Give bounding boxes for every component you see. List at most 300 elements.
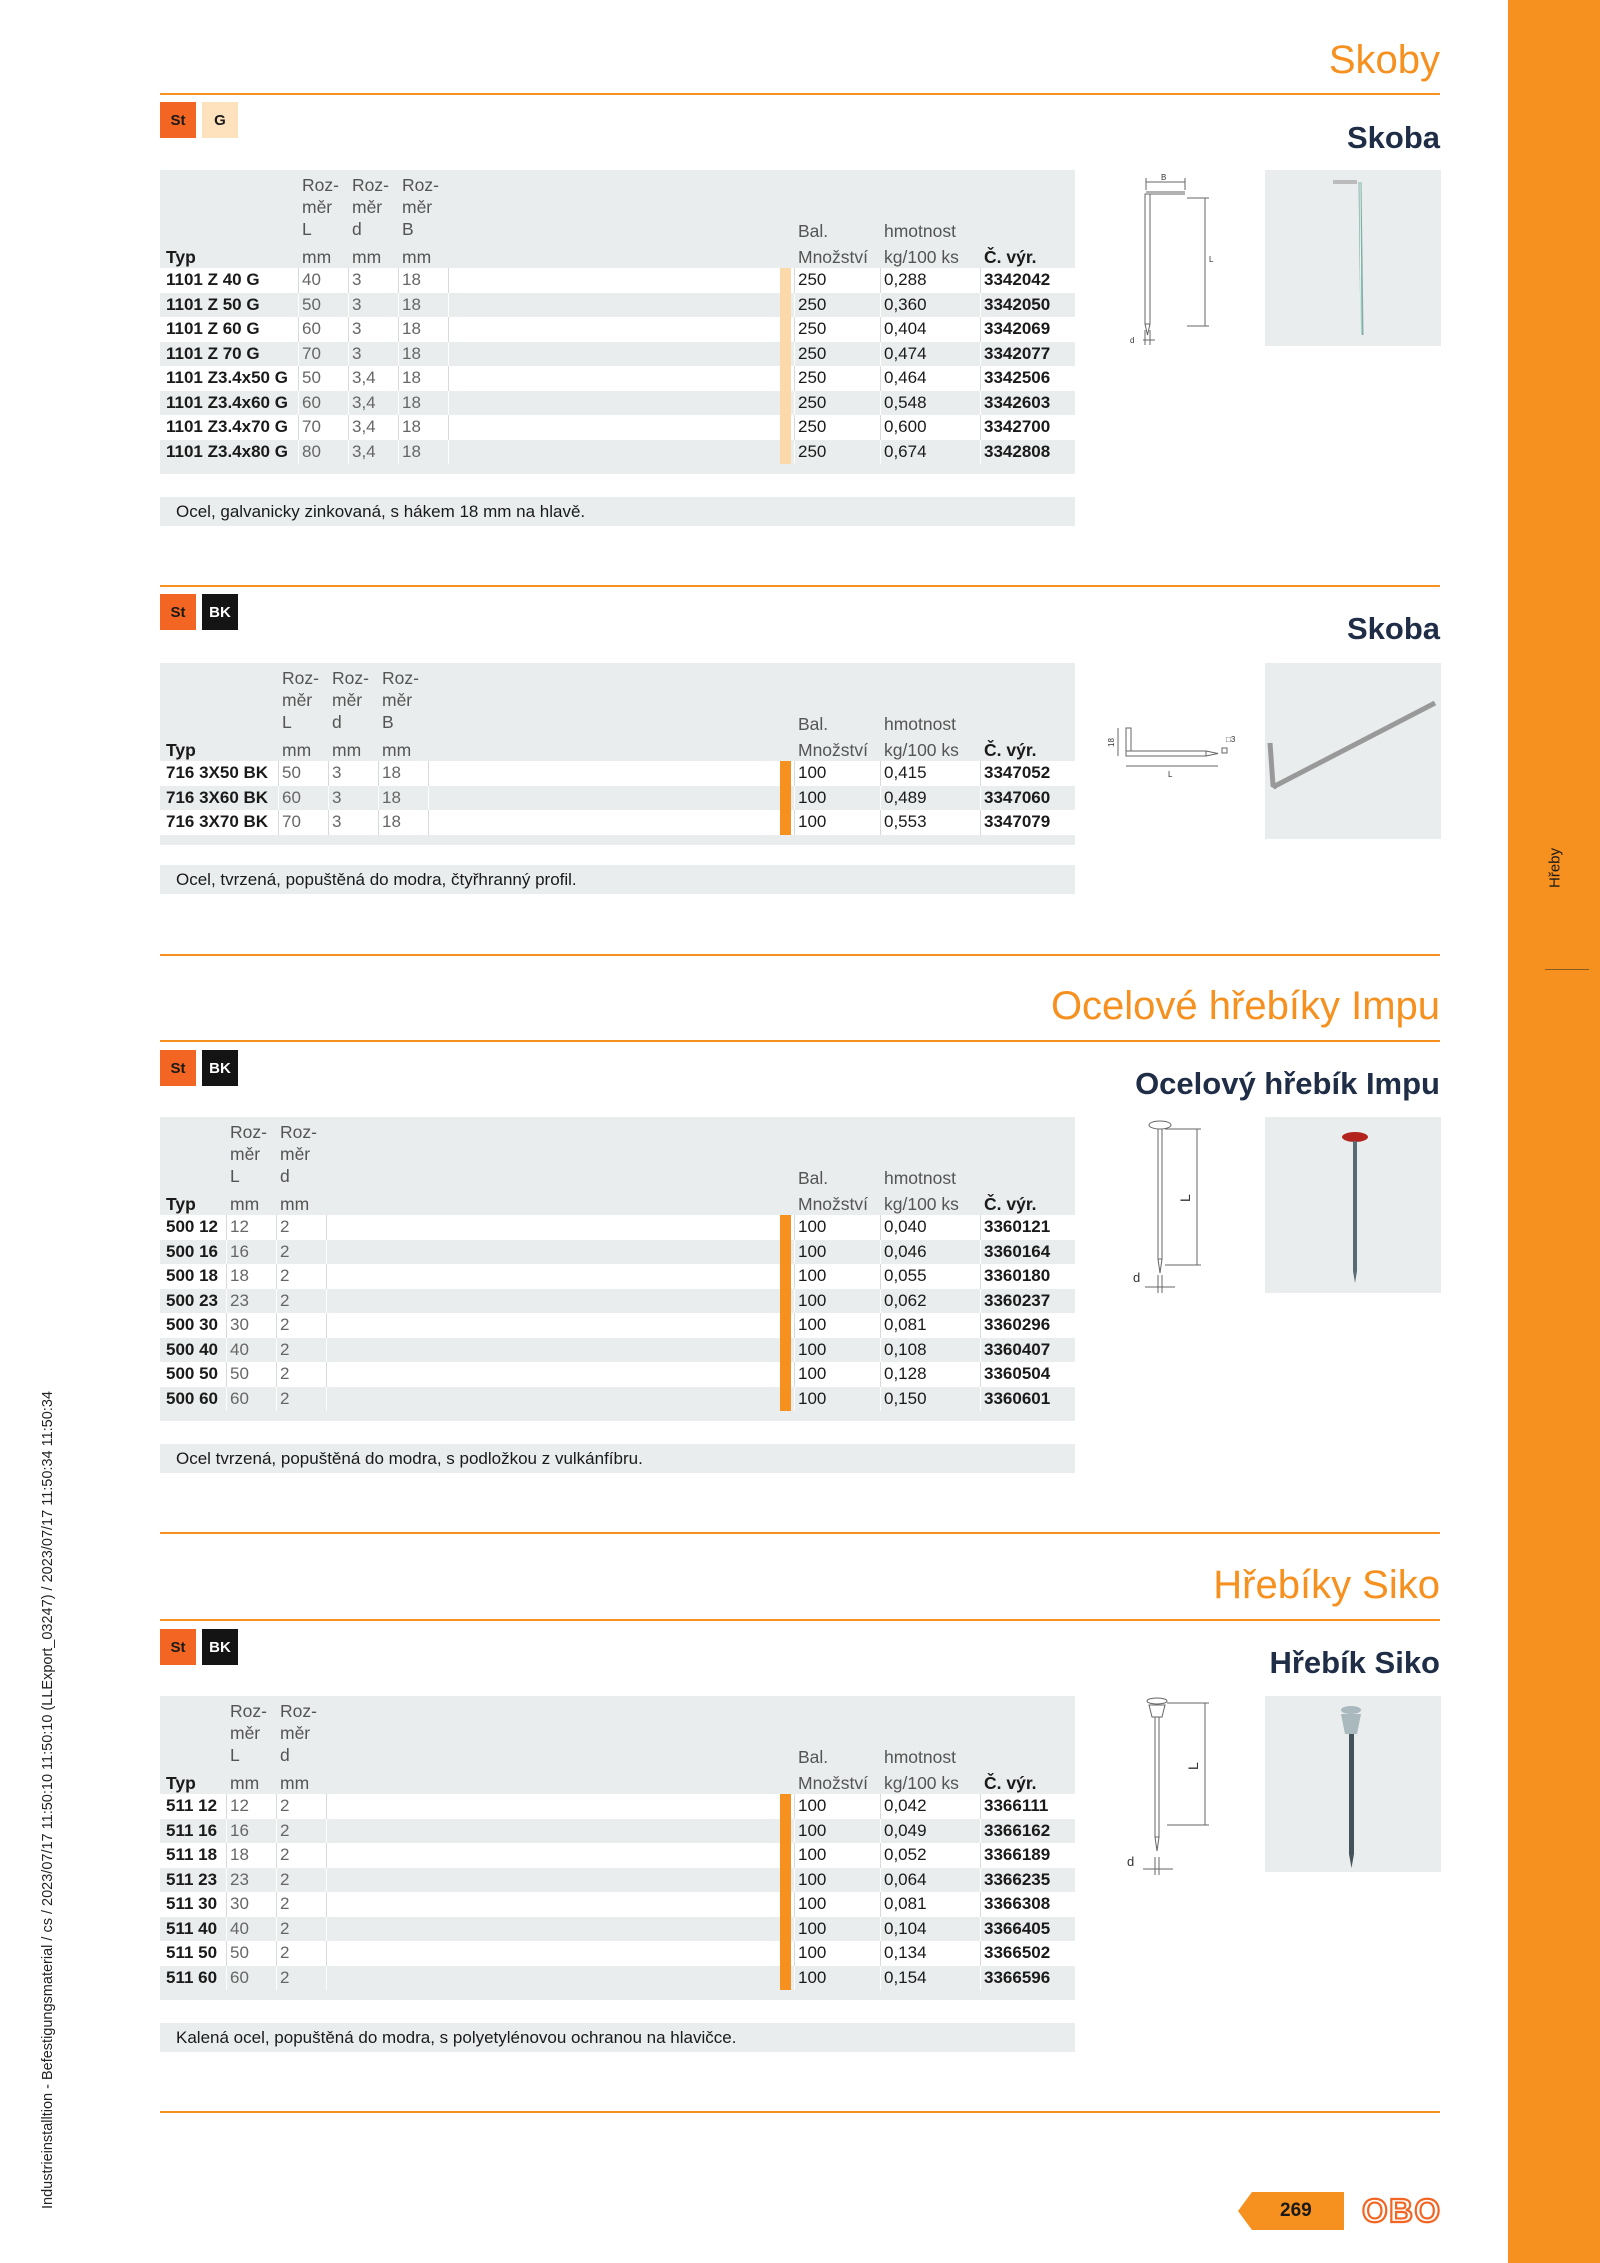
product-title: Skoba (1346, 611, 1440, 646)
dimension-cell-l: 23 (230, 1290, 249, 1310)
column-divider (348, 293, 349, 318)
column-divider (980, 1794, 981, 1819)
dimension-cell-d: 2 (280, 1241, 290, 1261)
bal-mnozstvi-cell: 250 (798, 417, 827, 436)
column-divider (880, 1917, 881, 1942)
table-row (160, 1941, 1075, 1966)
hmotnost-cell: 0,674 (884, 441, 927, 461)
column-divider (226, 1917, 227, 1942)
column-divider (398, 415, 399, 440)
header-rozmer: Roz- (302, 175, 339, 195)
article-number-cell: 3347060 (984, 787, 1051, 807)
column-divider (348, 342, 349, 367)
header-kg: kg/100 ks (884, 247, 959, 267)
column-divider (278, 786, 279, 811)
dimension-cell-d: 2 (280, 1315, 290, 1334)
table-row (160, 1966, 1075, 1991)
header-mer: měr (302, 197, 333, 217)
dimension-label-l: L (1177, 1194, 1193, 1202)
article-number-cell: 3347079 (984, 812, 1051, 831)
bal-mnozstvi-cell: 250 (798, 294, 827, 314)
article-number-cell: 3360407 (984, 1339, 1051, 1359)
table-row (160, 317, 1075, 342)
hmotnost-cell: 0,108 (884, 1339, 927, 1359)
column-divider (880, 1843, 881, 1868)
header-dim-l: L (230, 1745, 240, 1765)
rule (160, 2111, 1440, 2113)
hmotnost-cell: 0,548 (884, 392, 927, 412)
bal-mnozstvi-cell: 100 (798, 763, 827, 782)
header-rozmer: Roz- (230, 1701, 267, 1721)
column-divider (326, 1892, 327, 1917)
dimension-cell-l: 18 (230, 1266, 249, 1285)
column-divider (276, 1941, 277, 1966)
dimension-cell-l: 30 (230, 1315, 249, 1334)
column-divider (980, 1819, 981, 1844)
column-divider (794, 1362, 795, 1387)
column-divider (276, 1843, 277, 1868)
column-divider (794, 1917, 795, 1942)
type-cell: 716 3X60 BK (166, 787, 269, 807)
column-divider (226, 1338, 227, 1363)
article-number-cell: 3360121 (984, 1217, 1051, 1236)
dimension-cell-l: 70 (302, 343, 321, 363)
header-mnozstvi: Množství (798, 740, 869, 760)
column-divider (880, 1868, 881, 1893)
article-number-cell: 3360296 (984, 1315, 1051, 1334)
column-divider (448, 366, 449, 391)
bal-mnozstvi-cell: 100 (798, 1869, 827, 1889)
article-number-cell: 3366235 (984, 1869, 1051, 1889)
rule (160, 1040, 1440, 1042)
column-divider (326, 1794, 327, 1819)
bal-mnozstvi-cell: 100 (798, 1918, 827, 1938)
dimension-cell-b: 18 (402, 343, 421, 363)
column-divider (276, 1966, 277, 1991)
type-cell: 1101 Z3.4x50 G (166, 368, 288, 387)
hmotnost-cell: 0,049 (884, 1820, 927, 1840)
header-typ: Typ (166, 740, 196, 760)
finish-badge-bk: BK (202, 1629, 238, 1665)
finish-stripe (780, 366, 791, 391)
column-divider (326, 1264, 327, 1289)
column-divider (326, 1362, 327, 1387)
column-divider (880, 391, 881, 416)
dimension-cell-l: 50 (230, 1943, 249, 1962)
bal-mnozstvi-cell: 100 (798, 1820, 827, 1840)
column-divider (980, 1868, 981, 1893)
column-divider (880, 415, 881, 440)
type-cell: 716 3X70 BK (166, 812, 269, 831)
side-bar-label: Hřeby (1546, 847, 1564, 889)
type-cell: 500 40 (166, 1339, 218, 1359)
column-divider (794, 366, 795, 391)
dimension-cell-d: 3 (332, 787, 342, 807)
hmotnost-cell: 0,128 (884, 1364, 927, 1383)
finish-stripe (780, 268, 791, 293)
column-divider (448, 293, 449, 318)
column-divider (326, 1338, 327, 1363)
dimension-cell-d: 2 (280, 1266, 290, 1285)
finish-stripe (780, 1289, 791, 1314)
dimension-label-l: L (1185, 1762, 1201, 1770)
column-divider (298, 317, 299, 342)
header-unit-mm: mm (352, 247, 382, 267)
header-unit-mm: mm (280, 1194, 310, 1214)
dimension-cell-l: 12 (230, 1217, 249, 1236)
column-divider (278, 761, 279, 786)
bal-mnozstvi-cell: 100 (798, 1217, 827, 1236)
column-divider (278, 810, 279, 835)
column-divider (328, 810, 329, 835)
dimension-cell-d: 2 (280, 1217, 290, 1236)
column-divider (276, 1313, 277, 1338)
article-number-cell: 3360504 (984, 1364, 1051, 1383)
column-divider (276, 1362, 277, 1387)
finish-stripe (780, 1387, 791, 1412)
column-divider (794, 1892, 795, 1917)
header-mer: měr (332, 690, 363, 710)
product-table (160, 1117, 1075, 1421)
dimension-cell-l: 70 (282, 812, 301, 831)
type-cell: 716 3X50 BK (166, 763, 269, 782)
column-divider (880, 761, 881, 786)
rule (160, 93, 1440, 95)
hmotnost-cell: 0,081 (884, 1315, 927, 1334)
hmotnost-cell: 0,474 (884, 343, 927, 363)
column-divider (880, 1892, 881, 1917)
column-divider (794, 268, 795, 293)
header-rozmer: Roz- (282, 668, 319, 688)
dimension-label-d: d (1127, 1854, 1135, 1869)
column-divider (226, 1794, 227, 1819)
dimension-label-b: B (1161, 173, 1167, 182)
dimension-cell-l: 60 (302, 319, 321, 338)
hmotnost-cell: 0,600 (884, 417, 927, 436)
bal-mnozstvi-cell: 250 (798, 368, 827, 387)
header-hmotnost: hmotnost (884, 221, 956, 241)
dimension-cell-l: 16 (230, 1241, 249, 1261)
column-divider (980, 1264, 981, 1289)
column-divider (980, 1313, 981, 1338)
side-bar (1508, 0, 1600, 2263)
product-title: Skoba (1346, 120, 1440, 155)
header-unit-mm: mm (382, 740, 412, 760)
column-divider (298, 366, 299, 391)
header-bal: Bal. (798, 714, 829, 734)
dimension-cell-l: 50 (302, 294, 321, 314)
column-divider (980, 1215, 981, 1240)
section-title: Skoby (1328, 38, 1440, 82)
page-number-tab (1238, 2192, 1344, 2230)
column-divider (980, 1941, 981, 1966)
header-dim-l: L (282, 712, 292, 732)
rule (160, 1532, 1440, 1534)
finish-stripe (780, 1966, 791, 1991)
column-divider (276, 1338, 277, 1363)
side-bar-tick (1545, 969, 1589, 970)
product-table (160, 170, 1075, 474)
material-badge-st: St (160, 102, 196, 138)
header-dim-d: d (352, 219, 362, 239)
column-divider (298, 342, 299, 367)
material-badge-st: St (160, 594, 196, 630)
column-divider (880, 1313, 881, 1338)
dimension-cell-l: 60 (302, 392, 321, 412)
bal-mnozstvi-cell: 250 (798, 441, 827, 461)
header-cislo-vyrobku: Č. výr. (984, 1773, 1037, 1793)
column-divider (428, 810, 429, 835)
article-number-cell: 3342069 (984, 319, 1051, 338)
finish-stripe (780, 1362, 791, 1387)
header-dim-b: B (382, 712, 394, 732)
header-hmotnost: hmotnost (884, 1747, 956, 1767)
material-note: Ocel, galvanicky zinkovaná, s hákem 18 mm na hlavě. (160, 497, 1075, 526)
finish-badge-g: G (202, 102, 238, 138)
column-divider (980, 268, 981, 293)
column-divider (226, 1387, 227, 1412)
type-cell: 1101 Z 70 G (166, 343, 260, 363)
table-row (160, 1794, 1075, 1819)
type-cell: 1101 Z3.4x70 G (166, 417, 288, 436)
type-cell: 500 23 (166, 1290, 218, 1310)
finish-stripe (780, 810, 791, 835)
dimension-cell-d: 2 (280, 1918, 290, 1938)
column-divider (980, 391, 981, 416)
type-cell: 511 23 (166, 1869, 218, 1889)
dimension-cell-d: 3,4 (352, 417, 376, 436)
type-cell: 511 60 (166, 1967, 218, 1987)
column-divider (980, 317, 981, 342)
dimension-cell-l: 40 (230, 1918, 249, 1938)
product-photo (1265, 663, 1441, 839)
product-title: Ocelový hřebík Impu (1135, 1066, 1440, 1101)
table-header (160, 663, 1075, 761)
hmotnost-cell: 0,052 (884, 1845, 927, 1864)
column-divider (276, 1240, 277, 1265)
column-divider (880, 1819, 881, 1844)
header-rozmer: Roz- (382, 668, 419, 688)
type-cell: 511 12 (166, 1796, 218, 1815)
column-divider (428, 761, 429, 786)
column-divider (880, 1264, 881, 1289)
finish-stripe (780, 761, 791, 786)
column-divider (980, 810, 981, 835)
dimension-cell-d: 3,4 (352, 392, 376, 412)
dimension-drawing (1100, 720, 1240, 780)
column-divider (276, 1819, 277, 1844)
rule (160, 1619, 1440, 1621)
table-row (160, 810, 1075, 835)
column-divider (298, 293, 299, 318)
header-dim-d: d (332, 712, 342, 732)
column-divider (428, 786, 429, 811)
finish-stripe (780, 1794, 791, 1819)
column-divider (980, 1240, 981, 1265)
table-row (160, 1362, 1075, 1387)
column-divider (880, 1387, 881, 1412)
article-number-cell: 3342603 (984, 392, 1051, 412)
column-divider (398, 268, 399, 293)
article-number-cell: 3360237 (984, 1290, 1051, 1310)
column-divider (794, 1215, 795, 1240)
article-number-cell: 3360164 (984, 1241, 1051, 1261)
product-table (160, 1696, 1075, 2000)
column-divider (794, 1868, 795, 1893)
header-rozmer: Roz- (280, 1701, 317, 1721)
material-badge-st: St (160, 1629, 196, 1665)
rule (160, 954, 1440, 956)
header-cislo-vyrobku: Č. výr. (984, 1194, 1037, 1214)
column-divider (326, 1917, 327, 1942)
material-note: Kalená ocel, popuštěná do modra, s polyetylénovou ochranou na hlavičce. (160, 2023, 1075, 2052)
column-divider (448, 317, 449, 342)
article-number-cell: 3366162 (984, 1820, 1051, 1840)
column-divider (794, 415, 795, 440)
article-number-cell: 3366111 (984, 1796, 1049, 1815)
column-divider (326, 1313, 327, 1338)
header-mnozstvi: Množství (798, 1773, 869, 1793)
header-hmotnost: hmotnost (884, 714, 956, 734)
column-divider (794, 761, 795, 786)
hmotnost-cell: 0,081 (884, 1894, 927, 1913)
column-divider (880, 1794, 881, 1819)
header-rozmer: Roz- (402, 175, 439, 195)
column-divider (880, 1362, 881, 1387)
header-unit-mm: mm (402, 247, 432, 267)
product-table (160, 663, 1075, 845)
type-cell: 1101 Z 40 G (166, 270, 260, 289)
dimension-cell-l: 16 (230, 1820, 249, 1840)
header-rozmer: Roz- (332, 668, 369, 688)
dimension-cell-l: 50 (230, 1364, 249, 1383)
column-divider (328, 786, 329, 811)
type-cell: 511 18 (166, 1845, 218, 1864)
article-number-cell: 3366189 (984, 1845, 1051, 1864)
header-typ: Typ (166, 1194, 196, 1214)
header-rozmer: Roz- (280, 1122, 317, 1142)
header-bal: Bal. (798, 221, 829, 241)
column-divider (794, 440, 795, 465)
column-divider (226, 1819, 227, 1844)
column-divider (880, 440, 881, 465)
dimension-cell-d: 2 (280, 1290, 290, 1310)
column-divider (326, 1289, 327, 1314)
column-divider (398, 391, 399, 416)
dimension-label-18: 18 (1107, 738, 1116, 747)
column-divider (348, 317, 349, 342)
article-number-cell: 3366502 (984, 1943, 1051, 1962)
header-mnozstvi: Množství (798, 1194, 869, 1214)
header-rozmer: Roz- (230, 1122, 267, 1142)
column-divider (348, 415, 349, 440)
hmotnost-cell: 0,404 (884, 319, 927, 338)
dimension-cell-d: 3 (352, 294, 362, 314)
column-divider (298, 415, 299, 440)
bal-mnozstvi-cell: 100 (798, 1845, 827, 1864)
dimension-label-d: d (1130, 336, 1135, 345)
finish-stripe (780, 415, 791, 440)
product-photo (1265, 170, 1441, 346)
header-cislo-vyrobku: Č. výr. (984, 247, 1037, 267)
dimension-cell-d: 3,4 (352, 441, 376, 461)
finish-stripe (780, 1941, 791, 1966)
finish-stripe (780, 1240, 791, 1265)
dimension-cell-l: 60 (230, 1388, 249, 1408)
header-hmotnost: hmotnost (884, 1168, 956, 1188)
column-divider (794, 810, 795, 835)
table-row (160, 1215, 1075, 1240)
column-divider (226, 1843, 227, 1868)
bal-mnozstvi-cell: 100 (798, 1943, 827, 1962)
column-divider (226, 1966, 227, 1991)
article-number-cell: 3366596 (984, 1967, 1051, 1987)
column-divider (794, 391, 795, 416)
column-divider (348, 366, 349, 391)
table-row (160, 391, 1075, 416)
type-cell: 500 30 (166, 1315, 218, 1334)
column-divider (794, 1313, 795, 1338)
column-divider (378, 786, 379, 811)
dimension-drawing (1125, 170, 1235, 350)
dimension-cell-d: 3 (352, 343, 362, 363)
finish-stripe (780, 1819, 791, 1844)
table-row (160, 440, 1075, 465)
export-meta-text: Industrieinstalltion - Befestigungsmaterial / cs / 2023/07/17 11:50:10 11:50:10 (LLExport_03247) / 2023/07/17 11:50:34 11:50:34 (40, 1391, 56, 2209)
finish-badge-bk: BK (202, 1050, 238, 1086)
header-typ: Typ (166, 1773, 196, 1793)
finish-stripe (780, 1843, 791, 1868)
article-number-cell: 3366308 (984, 1894, 1051, 1913)
column-divider (880, 810, 881, 835)
column-divider (980, 440, 981, 465)
hmotnost-cell: 0,415 (884, 763, 927, 782)
table-row (160, 786, 1075, 811)
dimension-cell-d: 3,4 (352, 368, 376, 387)
header-rozmer: Roz- (352, 175, 389, 195)
finish-stripe (780, 1868, 791, 1893)
header-mer: měr (280, 1723, 311, 1743)
bal-mnozstvi-cell: 250 (798, 343, 827, 363)
column-divider (298, 391, 299, 416)
finish-stripe (780, 293, 791, 318)
article-number-cell: 3342042 (984, 270, 1051, 289)
column-divider (880, 1338, 881, 1363)
article-number-cell: 3360601 (984, 1388, 1051, 1408)
page-number: 269 (1280, 2200, 1312, 2221)
dimension-label-square: □3 (1226, 735, 1236, 744)
dimension-cell-b: 18 (402, 392, 421, 412)
obo-logo-icon (1362, 2194, 1442, 2228)
column-divider (378, 810, 379, 835)
column-divider (980, 761, 981, 786)
column-divider (398, 293, 399, 318)
header-unit-mm: mm (302, 247, 332, 267)
header-dim-l: L (230, 1166, 240, 1186)
dimension-cell-d: 2 (280, 1796, 290, 1815)
column-divider (794, 1289, 795, 1314)
finish-stripe (780, 342, 791, 367)
table-row (160, 761, 1075, 786)
header-cislo-vyrobku: Č. výr. (984, 740, 1037, 760)
column-divider (226, 1313, 227, 1338)
header-dim-d: d (280, 1166, 290, 1186)
header-mer: měr (402, 197, 433, 217)
column-divider (880, 1966, 881, 1991)
header-dim-l: L (302, 219, 312, 239)
header-dim-b: B (402, 219, 414, 239)
material-note: Ocel, tvrzená, popuštěná do modra, čtyřhranný profil. (160, 865, 1075, 894)
